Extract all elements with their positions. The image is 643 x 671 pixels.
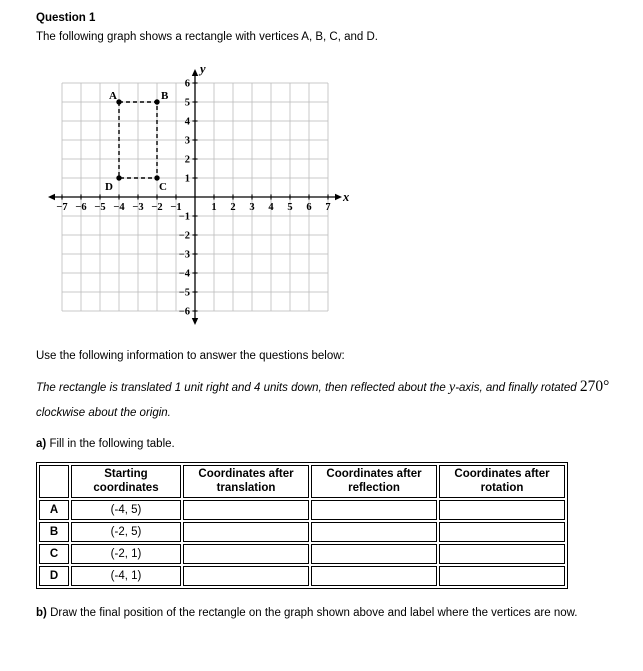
- question-intro: The following graph shows a rectangle with vertices A, B, C, and D.: [36, 31, 378, 43]
- table-row: [39, 566, 565, 586]
- svg-text:C: C: [159, 181, 167, 193]
- svg-text:−6: −6: [178, 306, 190, 318]
- svg-text:−2: −2: [178, 230, 190, 242]
- svg-text:−7: −7: [56, 202, 68, 213]
- row-label-cell: D: [39, 566, 69, 586]
- transform-text-1: The rectangle is translated 1 unit right and 4 units down, then reflected about the: [36, 382, 449, 394]
- reflection-answer-cell: [311, 500, 437, 520]
- rotation-angle: 270°: [579, 378, 610, 395]
- reflection-answer-cell: [311, 566, 437, 586]
- svg-text:1: 1: [184, 173, 190, 185]
- svg-text:1: 1: [211, 202, 217, 213]
- part-b-text: Draw the final position of the rectangle on the graph shown above and label where the vertices are now.: [50, 606, 578, 619]
- part-a-line: [36, 438, 625, 450]
- svg-text:5: 5: [184, 97, 190, 109]
- svg-text:4: 4: [268, 202, 274, 213]
- svg-text:A: A: [109, 90, 117, 102]
- translation-answer-cell: [183, 566, 309, 586]
- svg-text:−5: −5: [94, 202, 106, 213]
- svg-text:2: 2: [230, 202, 236, 213]
- svg-text:D: D: [105, 181, 113, 193]
- svg-text:−5: −5: [178, 287, 190, 299]
- header-after-translation: Coordinates after translation: [183, 465, 309, 498]
- rotation-answer-cell: [439, 566, 565, 586]
- svg-text:5: 5: [287, 202, 293, 213]
- part-a-label: a): [36, 438, 47, 450]
- header-after-reflection: Coordinates after reflection: [311, 465, 437, 498]
- question-title: Question 1: [36, 12, 96, 24]
- rotation-answer-cell: [439, 500, 565, 520]
- y-axis-symbol: y: [448, 380, 456, 395]
- reflection-answer-cell: [311, 544, 437, 564]
- header-starting-coordinates: Starting coordinates: [71, 465, 181, 498]
- svg-text:7: 7: [325, 202, 331, 213]
- table-row: [39, 522, 565, 542]
- svg-text:−1: −1: [178, 211, 190, 223]
- svg-text:−3: −3: [132, 202, 144, 213]
- svg-text:B: B: [161, 90, 169, 102]
- row-label-cell: C: [39, 544, 69, 564]
- svg-text:y: y: [200, 65, 206, 76]
- svg-text:−2: −2: [151, 202, 163, 213]
- corner-cell: [39, 465, 69, 498]
- svg-text:−3: −3: [178, 249, 190, 261]
- row-label-cell: A: [39, 500, 69, 520]
- starting-coordinates-cell: (-2, 5): [71, 522, 181, 542]
- rotation-answer-cell: [439, 522, 565, 542]
- svg-text:−4: −4: [113, 202, 125, 213]
- svg-text:3: 3: [249, 202, 255, 213]
- part-a-text: Fill in the following table.: [49, 438, 175, 450]
- header-after-rotation: Coordinates after rotation: [439, 465, 565, 498]
- answer-table: [36, 462, 568, 589]
- transform-text-3: clockwise about the origin.: [36, 407, 171, 419]
- rotation-answer-cell: [439, 544, 565, 564]
- translation-answer-cell: [183, 500, 309, 520]
- use-info-text: Use the following information to answer the questions below:: [36, 350, 345, 362]
- reflection-answer-cell: [311, 522, 437, 542]
- starting-coordinates-cell: (-4, 1): [71, 566, 181, 586]
- transform-description: [36, 374, 625, 426]
- table-row: [39, 500, 565, 520]
- svg-text:4: 4: [184, 116, 190, 128]
- starting-coordinates-cell: (-2, 1): [71, 544, 181, 564]
- graph-canvas: [36, 65, 360, 335]
- svg-text:−6: −6: [75, 202, 87, 213]
- part-b-line: [36, 607, 625, 619]
- part-b-label: b): [36, 606, 47, 619]
- svg-text:2: 2: [184, 154, 190, 166]
- svg-text:6: 6: [306, 202, 312, 213]
- header-row: [39, 465, 565, 498]
- svg-text:x: x: [343, 190, 350, 204]
- svg-text:6: 6: [184, 78, 190, 90]
- translation-answer-cell: [183, 544, 309, 564]
- starting-coordinates-cell: (-4, 5): [71, 500, 181, 520]
- svg-text:−1: −1: [170, 202, 182, 213]
- svg-text:−4: −4: [178, 268, 190, 280]
- row-label-cell: B: [39, 522, 69, 542]
- translation-answer-cell: [183, 522, 309, 542]
- transform-text-2: -axis, and finally rotated: [455, 382, 577, 394]
- coordinate-graph: [36, 65, 625, 338]
- svg-text:3: 3: [184, 135, 190, 147]
- table-row: [39, 544, 565, 564]
